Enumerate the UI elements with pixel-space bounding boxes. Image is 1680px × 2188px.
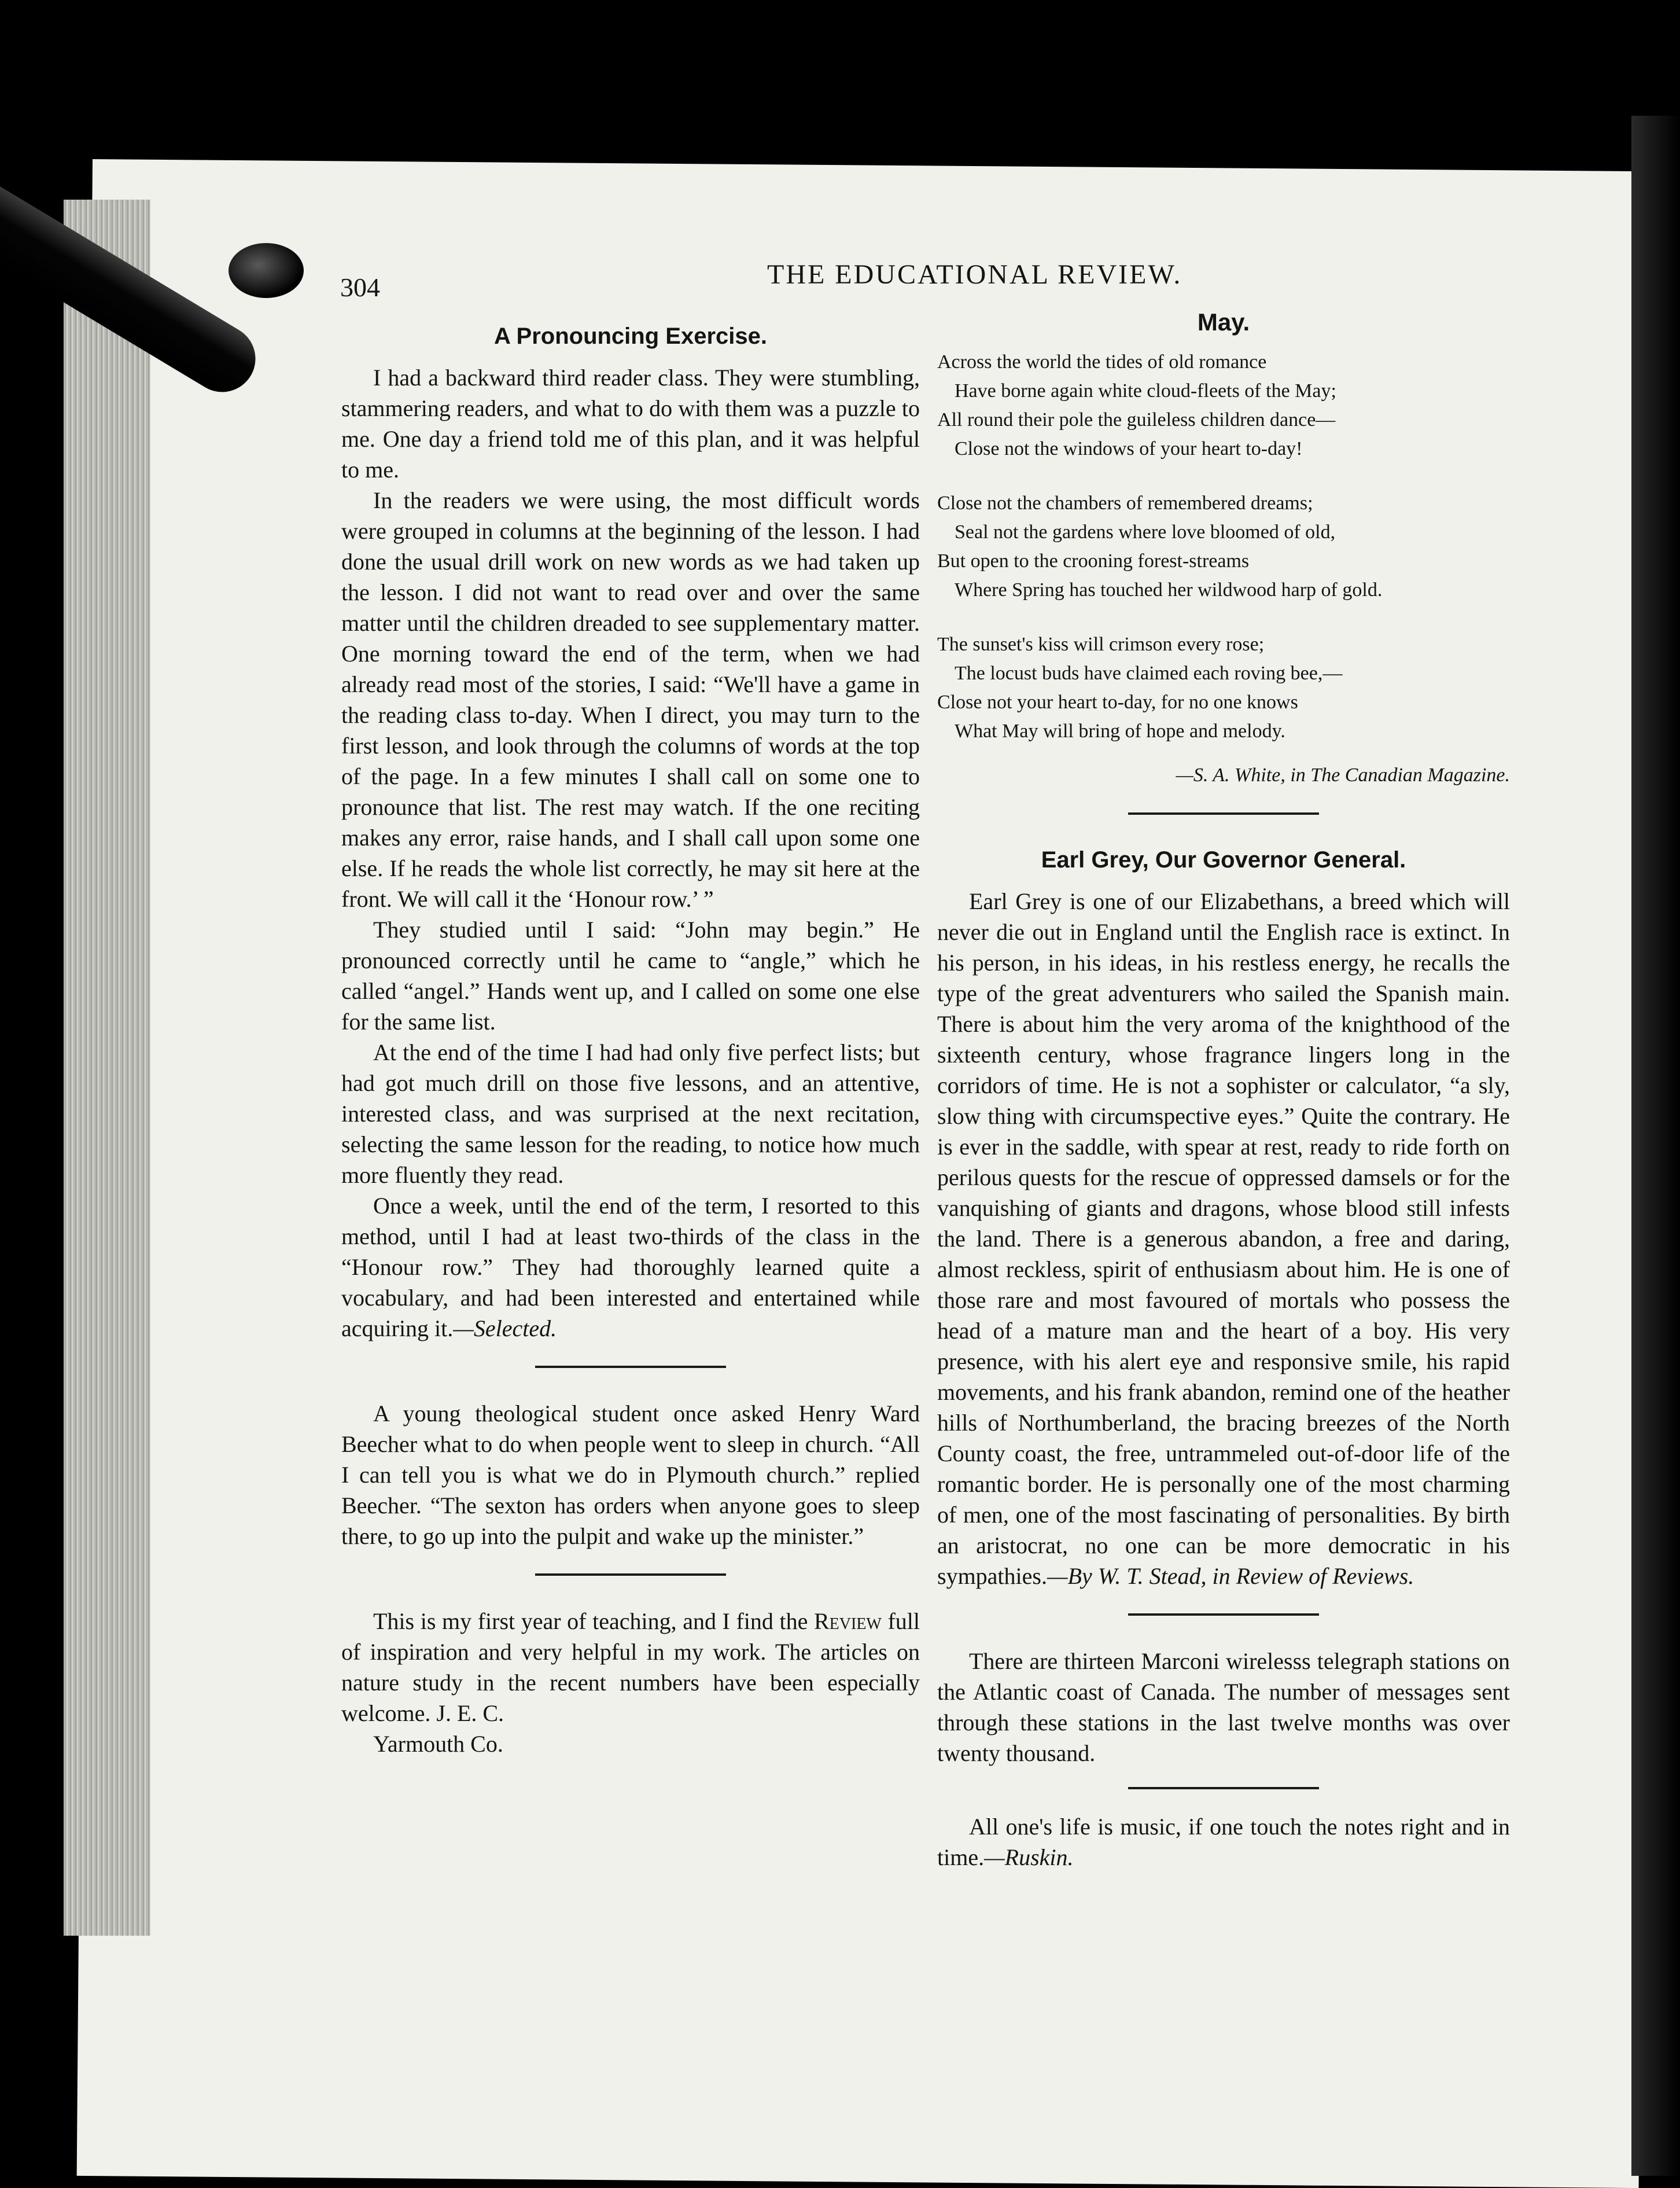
poem-line: Close not your heart to-day, for no one knows: [937, 692, 1298, 713]
pronouncing-source: —Selected.: [453, 1315, 557, 1341]
section-divider: [1128, 1787, 1319, 1789]
letter-text-before: This is my first year of teaching, and I find the: [373, 1608, 814, 1634]
pronouncing-paragraph-3: They studied until I said: “John may begin.” He pronounced correctly until he came to “angle,” which he called “angel.” Hands went up, and I called on some one else for the same list.: [341, 917, 920, 1035]
poem-stanza-2: [937, 489, 1510, 605]
poem-stanza-3: [937, 630, 1510, 746]
pronouncing-paragraph-2: In the readers we were using, the most difficult words were grouped in columns at the beginning of the lesson. I had done the usual drill work on new words as we had taken up the lesson. I did not want to read over and over the same matter until the children dreaded to see supplementary matter. One morning toward the end of the term, when we had already read most of the stories, I said: “We'll have a game in the reading class to-day. When I direct, you may turn to the first lesson, and look through the columns of words at the top of the page. In a few minutes I shall call on some one to pronounce that list. The rest may watch. If the one reciting makes any error, raise hands, and I shall call upon some one else. If he reads the whole list correctly, he may sit here at the front. We will call it the ‘Honour row.’ ”: [341, 487, 920, 912]
letter-place: Yarmouth Co.: [373, 1731, 503, 1757]
poem-line: Have borne again white cloud-fleets of the May;: [955, 380, 1336, 402]
section-divider: [1128, 812, 1319, 815]
poem-line: What May will bring of hope and melody.: [955, 720, 1285, 742]
poem-line: All round their pole the guileless children dance—: [937, 409, 1336, 431]
earl-grey-text: Earl Grey is one of our Elizabethans, a breed which will never die out in England until the English race is extinct. In his person, in his ideas, in his restless energy, he recalls the type of the great adventurers who sailed the Spanish main. There is about him the very aroma of the knighthood of the sixteenth century, whose fragrance lingers long in the corridors of time. He is not a sophister or calculator, “a sly, slow thing with circumspective eyes.” Quite the contrary. He is ever in the saddle, with spear at rest, ready to ride forth on perilous quests for the rescue of oppressed damsels or for the vanquishing of giants and dragons, whose blood still infests the land. There is a generous abandon, a free and daring, almost reckless, spirit of enthusiasm about him. He is one of those rare and most favoured of mortals who possess the head of a mature man and the heart of a boy. His very presence, with his alert eye and responsive smile, his rapid movements, and his frank abandon, remind one of the heather hills of Northumberland, the bracing breezes of the North County coast, the free, untrammeled out-of-door life of the romantic border. He is personally one of the most charming of men, one of the most fascinating of personalities. By birth an aristocrat, no one can be more democratic in his sympathies.: [937, 888, 1510, 1589]
ruskin-source: —Ruskin.: [984, 1844, 1074, 1870]
ruskin-quote: [937, 1811, 1510, 1873]
ruskin-text: All one's life is music, if one touch the notes right and in time.: [937, 1814, 1510, 1870]
poem-line: Close not the chambers of remembered dreams;: [937, 492, 1313, 514]
poem-line: The sunset's kiss will crimson every rose;: [937, 634, 1265, 655]
poem-attribution: —S. A. White, in The Canadian Magazine.: [1176, 764, 1510, 786]
page-edges: [64, 200, 150, 1936]
marconi-note: There are thirteen Marconi wirelesss telegraph stations on the Atlantic coast of Canada. The number of messages sent through these stations in the last twelve months was over twenty thousand.: [937, 1648, 1510, 1766]
letter-review-word: Review: [813, 1608, 882, 1634]
page-gutter-shadow: [1631, 116, 1680, 2176]
poem-line: Across the world the tides of old romance: [937, 351, 1267, 373]
may-poem: [937, 348, 1510, 746]
poem-line: But open to the crooning forest-streams: [937, 550, 1250, 572]
poem-line: Close not the windows of your heart to-day!: [955, 438, 1303, 459]
letter-initials: J. E. C.: [436, 1700, 504, 1726]
poem-line: Where Spring has touched her wildwood harp of gold.: [955, 579, 1383, 601]
poem-line: Seal not the gardens where love bloomed of old,: [955, 521, 1336, 543]
letter-text-after: full of inspiration and very helpful in my work. The articles on nature study in the recent numbers have been especially welcome.: [341, 1608, 920, 1726]
pronouncing-paragraph-1: I had a backward third reader class. They were stumbling, stammering readers, and what to do with them was a puzzle to me. One day a friend told me of this plan, and it was helpful to me.: [341, 365, 920, 483]
section-divider: [1128, 1613, 1319, 1616]
pen-tip: [229, 243, 304, 298]
pronouncing-exercise-title: A Pronouncing Exercise.: [494, 323, 767, 349]
earl-grey-body: [937, 886, 1510, 1591]
poem-stanza-1: [937, 348, 1510, 464]
pronouncing-paragraph-5-text: Once a week, until the end of the term, I resorted to this method, until I had at least two-thirds of the class in the “Honour row.” They had thoroughly learned quite a vocabulary, and had been interested and entertained while acquiring it.: [341, 1193, 920, 1341]
section-divider: [535, 1573, 726, 1576]
earl-grey-source: —By W. T. Stead, in Review of Reviews.: [1047, 1563, 1414, 1589]
page-number: 304: [340, 273, 380, 302]
may-poem-title: May.: [1197, 308, 1250, 336]
running-head: THE EDUCATIONAL REVIEW.: [767, 259, 1182, 290]
reader-letter: [341, 1606, 920, 1729]
section-divider: [535, 1366, 726, 1368]
left-column: [341, 321, 920, 1759]
beecher-anecdote: A young theological student once asked Henry Ward Beecher what to do when people went to sleep in church. “All I can tell you is what we do in Plymouth church.” replied Beecher. “The sexton has orders when anyone goes to sleep there, to go up into the pulpit and wake up the minister.”: [341, 1400, 920, 1549]
pronouncing-paragraph-4: At the end of the time I had had only five perfect lists; but had got much drill on those five lessons, and an attentive, interested class, and was surprised at the next recitation, selecting the same lesson for the reading, to notice how much more fluently they read.: [341, 1039, 920, 1188]
earl-grey-title: Earl Grey, Our Governor General.: [1041, 847, 1406, 873]
right-column: [937, 307, 1510, 1873]
poem-line: The locust buds have claimed each roving bee,—: [955, 663, 1343, 684]
pronouncing-paragraph-5: [341, 1190, 920, 1344]
